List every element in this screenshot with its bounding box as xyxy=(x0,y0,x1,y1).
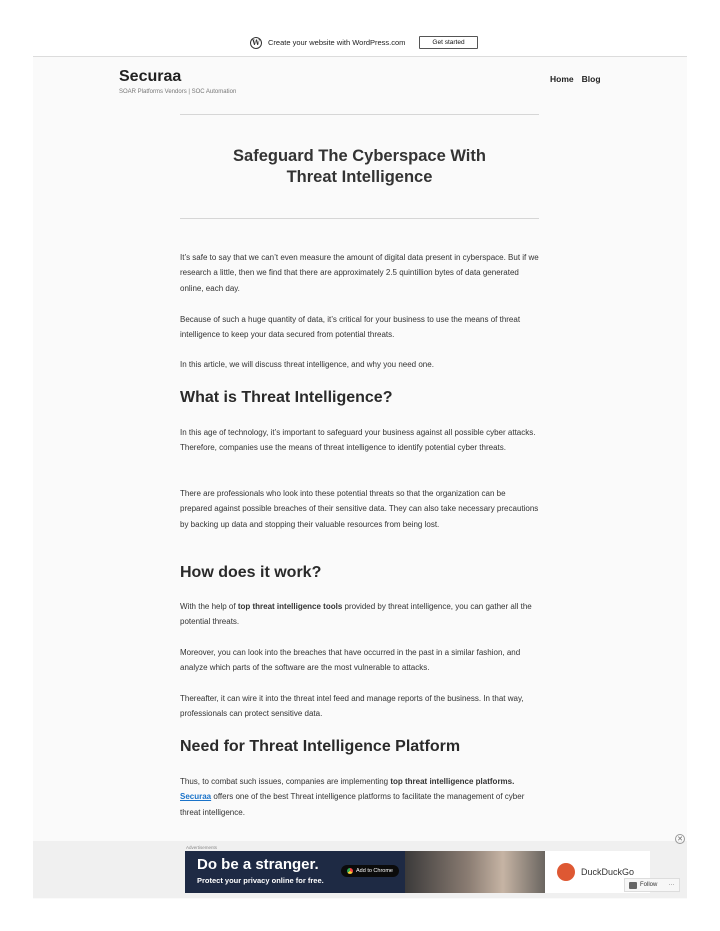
site-tagline: SOAR Platforms Vendors | SOC Automation xyxy=(119,89,237,95)
ad-brand: DuckDuckGo xyxy=(581,867,635,877)
securaa-link[interactable]: Securaa xyxy=(180,792,212,802)
section-heading: Need for Threat Intelligence Platform xyxy=(180,738,461,755)
follow-icon xyxy=(629,882,637,889)
add-to-chrome-button[interactable] xyxy=(341,865,399,877)
nav-item-blog[interactable]: Blog xyxy=(581,74,601,84)
divider xyxy=(180,218,539,219)
wordpress-icon[interactable]: W xyxy=(250,37,262,49)
advertisement[interactable] xyxy=(185,851,650,893)
site-title[interactable]: Securaa xyxy=(119,68,182,85)
wpcom-banner-text[interactable]: Create your website with WordPress.com xyxy=(268,38,406,47)
bold-text: top threat intelligence platforms. xyxy=(390,777,515,786)
divider xyxy=(180,114,539,115)
paragraph: Thus, to combat such issues, companies are implementing top threat intelligence platforms. Securaa offers one of the best Threat intelligence platforms to facilitate the management of cyber threat intelligence. xyxy=(180,777,525,817)
paragraph: There are professionals who look into these potential threats so that the organization can be prepared against possible breaches of their sensitive data. They can also take necessary precautions by backing up data and stopping their valuable resources from being lost. xyxy=(180,489,539,529)
paragraph: Moreover, you can look into the breaches that have occurred in the past in a similar fashion, and analyze which parts of the software are the most vulnerable to attacks. xyxy=(180,648,521,673)
section-heading: How does it work? xyxy=(180,564,322,581)
paragraph: It’s safe to say that we can’t even measure the amount of digital data present in cyberspace. But if we research a little, then we find that there are approximately 2.5 quintillion bytes of data generated online, each day. xyxy=(180,253,539,293)
paragraph: Thereafter, it can wire it into the threat intel feed and manage reports of the business. In that way, professionals can protect sensitive data. xyxy=(180,694,524,719)
bold-text: top threat intelligence tools xyxy=(237,602,343,611)
ad-photo xyxy=(405,851,545,893)
follow-label: Follow xyxy=(640,882,658,888)
follow-button[interactable] xyxy=(624,878,680,892)
ad-subline: Protect your privacy online for free. xyxy=(197,876,324,885)
wpcom-banner xyxy=(0,0,720,56)
ad-label: Advertisements xyxy=(186,845,218,850)
add-to-chrome-label: Add to Chrome xyxy=(356,868,393,874)
close-icon[interactable]: ✕ xyxy=(675,834,685,844)
nav-item-home[interactable]: Home xyxy=(550,74,574,84)
paragraph: With the help of top threat intelligence tools provided by threat intelligence, you can gather all the potential threats. xyxy=(180,602,532,627)
paragraph: In this age of technology, it’s important to safeguard your business against all possible cyber attacks. Therefore, companies use the means of threat intelligence to identify potential cyber threats. xyxy=(180,428,536,453)
post-title-line-2: Threat Intelligence xyxy=(286,168,433,186)
chrome-icon xyxy=(347,868,353,874)
duckduckgo-icon xyxy=(557,863,575,881)
section-heading: What is Threat Intelligence? xyxy=(180,389,393,406)
wpcom-banner-content xyxy=(250,36,478,49)
paragraph: Because of such a huge quantity of data, it’s critical for your business to use the means of threat intelligence to keep your data secured from potential threats. xyxy=(180,315,521,340)
main-nav xyxy=(550,74,601,84)
post-title-line-1: Safeguard The Cyberspace With xyxy=(233,147,486,165)
paragraph: In this article, we will discuss threat intelligence, and why you need one. xyxy=(180,360,434,369)
ad-headline: Do be a stranger. xyxy=(197,856,319,873)
get-started-button[interactable]: Get started xyxy=(419,36,477,49)
more-icon[interactable]: ··· xyxy=(668,882,675,888)
post-title xyxy=(180,146,539,188)
